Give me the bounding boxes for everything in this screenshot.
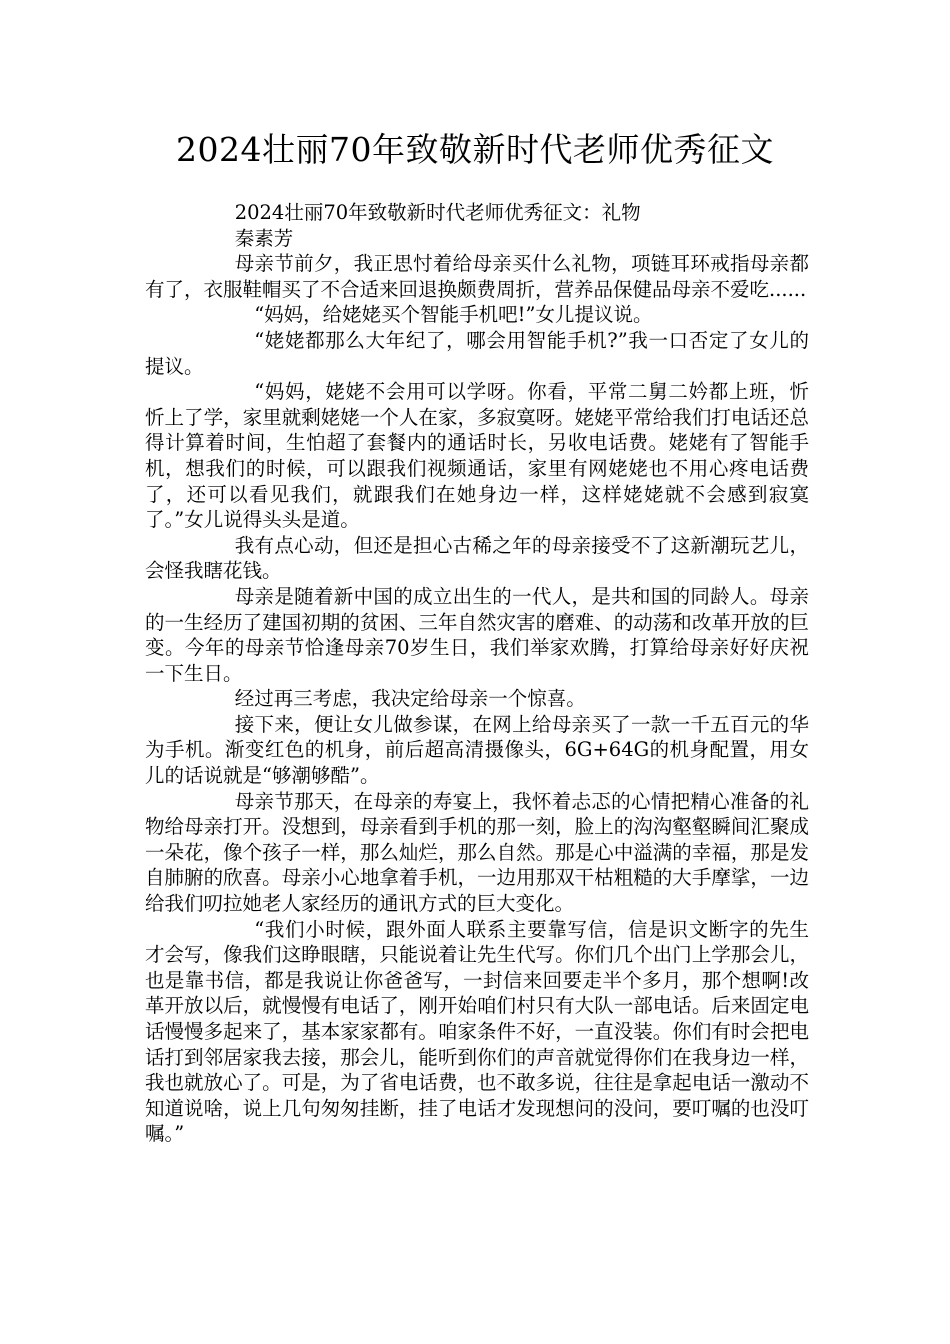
paragraph: 母亲节那天，在母亲的寿宴上，我怀着忐忑的心情把精心准备的礼物给母亲打开。没想到，母亲看到手机的那一刻，脸上的沟沟壑壑瞬间汇聚成一朵花，像个孩子一样，那么灿烂，那么自然。那是心中溢满的幸福，那是发自肺腑的欣喜。母亲小心地拿着手机，一边用那双干枯粗糙的大手摩挲，一边给我们叨拉她老人家经历的通讯方式的巨大变化。 [145, 789, 809, 916]
paragraph: “妈妈，姥姥不会用可以学呀。你看，平常二舅二妗都上班，忻忻上了学，家里就剩姥姥一个人在家，多寂寞呀。姥姥平常给我们打电话还总得计算着时间，生怕超了套餐内的通话时长，另收电话费。姥姥有了智能手机，想我们的时候，可以跟我们视频通话，家里有网姥姥也不用心疼电话费了，还可以看见我们，就跟我们在她身边一样，这样姥姥就不会感到寂寞了。”女儿说得头头是道。 [145, 380, 809, 532]
document-title: 2024壮丽70年致敬新时代老师优秀征文 [176, 130, 774, 169]
paragraph: 经过再三考虑，我决定给母亲一个惊喜。 [234, 687, 586, 711]
paragraph: “姥姥都那么大年纪了，哪会用智能手机?”我一口否定了女儿的提议。 [145, 328, 809, 378]
paragraph: “我们小时候，跟外面人联系主要靠写信，信是识文断字的先生才会写，像我们这睁眼瞎，只能说着让先生代写。你们几个出门上学那会儿，也是靠书信，都是我说让你爸爸写，一封信来回要走半个多月，那个想啊!改革开放以后，就慢慢有电话了，刚开始咱们村只有大队一部电话。后来固定电话慢慢多起来了，基本家家都有。咱家条件不好，一直没装。你们有时会把电话打到邻居家我去接，那会儿，能听到你们的声音就觉得你们在我身边一样，我也就放心了。可是，为了省电话费，也不敢多说，往往是拿起电话一激动不知道说啥，说上几句匆匆挂断，挂了电话才发现想问的没问，要叮嘱的也没叮嘱。” [145, 917, 809, 1146]
paragraph: “妈妈，给姥姥买个智能手机吧!”女儿提议说。 [254, 303, 653, 327]
document-body [145, 200, 809, 1147]
article-subtitle: 2024壮丽70年致敬新时代老师优秀征文：礼物 [234, 201, 641, 224]
paragraph: 接下来，便让女儿做参谋，在网上给母亲买了一款一千五百元的华为手机。渐变红色的机身，前后超高清摄像头，6G+64G的机身配置，用女儿的话说就是“够潮够酷”。 [145, 712, 809, 788]
paragraph: 母亲是随着新中国的成立出生的一代人，是共和国的同龄人。母亲的一生经历了建国初期的贫困、三年自然灾害的磨难、的动荡和改革开放的巨变。今年的母亲节恰逢母亲70岁生日，我们举家欢腾，打算给母亲好好庆祝一下生日。 [145, 584, 809, 685]
article-author: 秦素芳 [234, 226, 294, 250]
paragraph: 母亲节前夕，我正思忖着给母亲买什么礼物，项链耳环戒指母亲都有了，衣服鞋帽买了不合适来回退换颇费周折，营养品保健品母亲不爱吃...... [145, 252, 809, 301]
paragraph: 我有点心动，但还是担心古稀之年的母亲接受不了这新潮玩艺儿，会怪我瞎花钱。 [145, 533, 809, 583]
